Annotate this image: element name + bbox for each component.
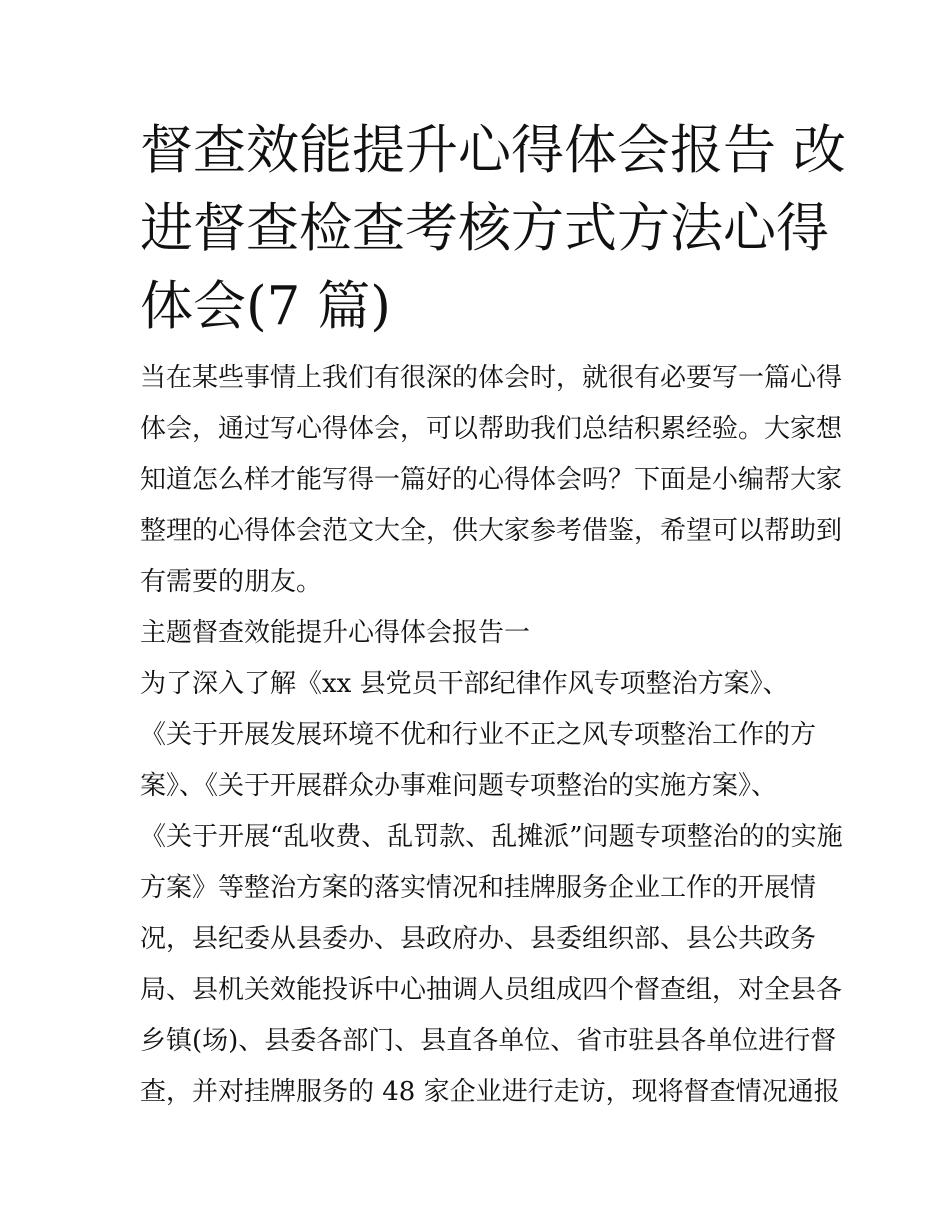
text-line: 《关于开展“乱收费、乱罚款、乱摊派”问题专项整治的的实施 <box>140 822 843 852</box>
document-body <box>140 353 843 1118</box>
text-line: 体会，通过写心得体会，可以帮助我们总结积累经验。大家想 <box>140 414 843 444</box>
text-line: 当在某些事情上我们有很深的体会时，就很有必要写一篇心得 <box>140 363 843 393</box>
text-line: 案》、《关于开展群众办事难问题专项整治的实施方案》、 <box>140 771 778 801</box>
text-line: 整理的心得体会范文大全，供大家参考借鉴，希望可以帮助到 <box>140 516 843 546</box>
section-heading: 主题督查效能提升心得体会报告一 <box>140 618 531 648</box>
text-line: 《关于开展发展环境不优和行业不正之风专项整治工作的方 <box>140 720 817 750</box>
title-line: 督查效能提升心得体会报告 改 <box>140 120 846 181</box>
text-line: 有需要的朋友。 <box>140 567 323 597</box>
title-line: 体会(7 篇) <box>140 276 391 337</box>
text-line: 况，县纪委从县委办、县政府办、县委组织部、县公共政务 <box>140 924 817 954</box>
text-line: 方案》等整治方案的落实情况和挂牌服务企业工作的开展情 <box>140 873 817 903</box>
text-line: 知道怎么样才能写得一篇好的心得体会吗？下面是小编帮大家 <box>140 465 843 495</box>
text-line: 为了深入了解《xx 县党员干部纪律作风专项整治方案》、 <box>140 669 789 699</box>
text-line: 查，并对挂牌服务的 48 家企业进行走访，现将督查情况通报 <box>140 1077 840 1107</box>
text-line: 乡镇(场)、县委各部门、县直各单位、省市驻县各单位进行督 <box>140 1026 837 1056</box>
title-line: 进督查检查考核方式方法心得 <box>140 198 829 259</box>
document-title <box>140 112 846 346</box>
text-line: 局、县机关效能投诉中心抽调人员组成四个督查组，对全县各 <box>140 975 843 1005</box>
